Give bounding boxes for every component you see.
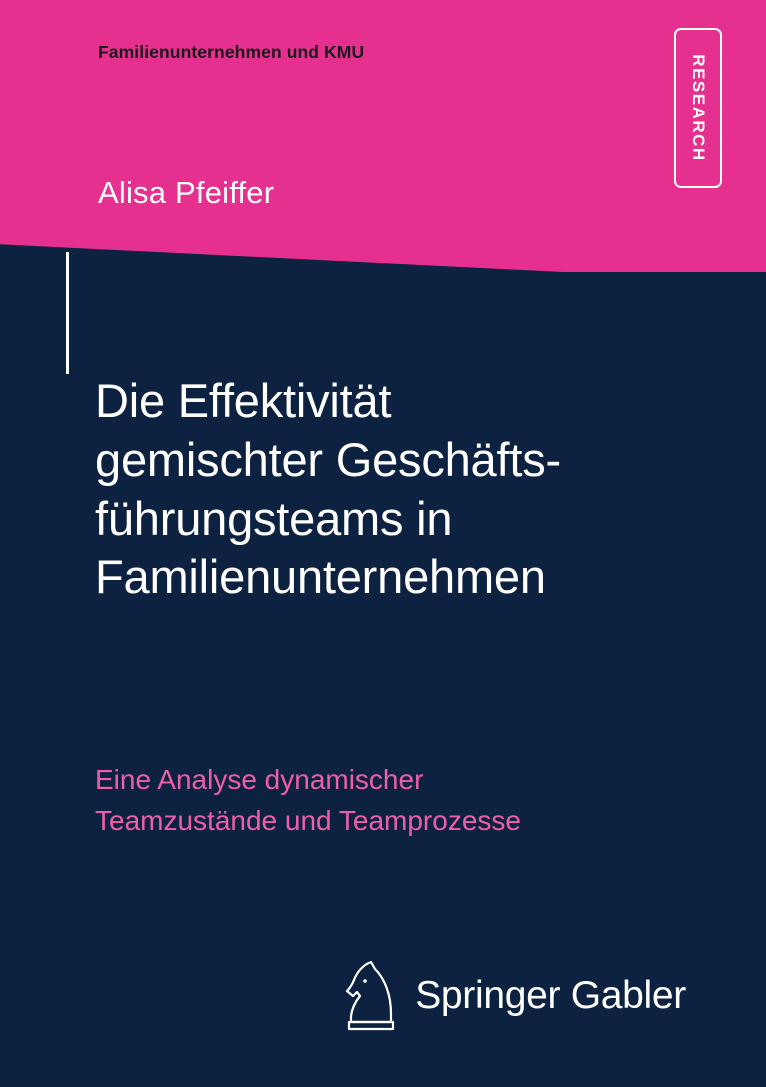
publisher-logo: [341, 959, 686, 1033]
author-name: Alisa Pfeiffer: [98, 175, 275, 210]
book-title: [95, 372, 715, 607]
book-subtitle-line: Eine Analyse dynamischer: [95, 764, 424, 795]
research-badge-label: RESEARCH: [689, 54, 708, 162]
springer-knight-icon: [341, 959, 401, 1033]
top-color-band: [0, 0, 766, 272]
book-title-line: führungsteams in: [95, 491, 453, 545]
book-subtitle: [95, 760, 715, 841]
decorative-left-rule: [66, 252, 69, 374]
research-badge: [674, 28, 722, 188]
book-subtitle-line: Teamzustände und Teamprozesse: [95, 804, 521, 836]
series-title: Familienunternehmen und KMU: [98, 42, 365, 62]
publisher-name: Springer Gabler: [415, 974, 686, 1017]
book-title-line: Familienunternehmen: [95, 550, 546, 604]
book-title-line: Die Effektivität: [95, 374, 392, 427]
book-title-line: gemischter Geschäfts-: [95, 432, 561, 486]
